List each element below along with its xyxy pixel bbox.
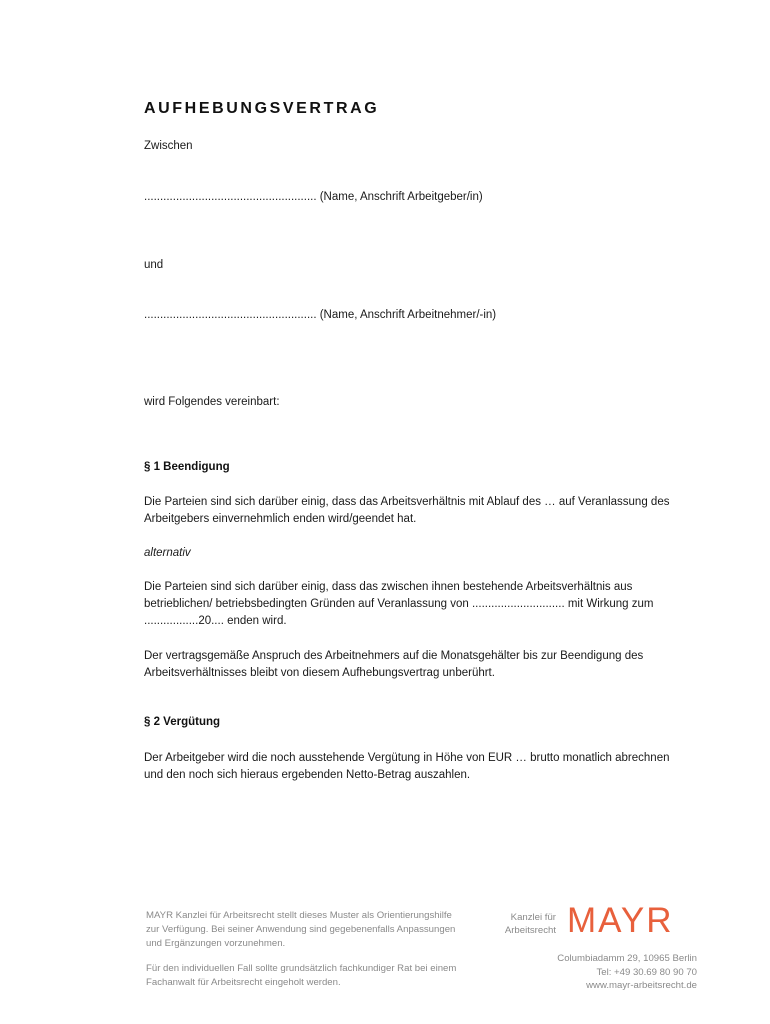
section-1-paragraph-3: Der vertragsgemäße Anspruch des Arbeitnehmers auf die Monatsgehälter bis zur Beendigung des Arbeitsverhältnisses bleibt von diesem Aufhebungsvertrag unberührt. <box>144 650 644 679</box>
party-employee-line: ...................................................... (Name, Anschrift Arbeitnehmer/-in) <box>144 309 497 321</box>
section-2-paragraph-1: Der Arbeitgeber wird die noch ausstehende Vergütung in Höhe von EUR … brutto monatlich abrechnen und den noch sich hieraus ergebenden Netto-Betrag auszahlen. <box>144 752 670 781</box>
und-label: und <box>144 259 164 271</box>
address-street: Columbiadamm 29, 10965 Berlin <box>557 953 697 964</box>
party-employer-line: ...................................................... (Name, Anschrift Arbeitgeber/in) <box>144 191 483 203</box>
footer-disclaimer-2: Für den individuellen Fall sollte grundsätzlich fachkundiger Rat bei einem Fachanwalt für Arbeitsrecht eingeholt werden. <box>146 963 457 988</box>
section-2-heading: § 2 Vergütung <box>144 716 221 728</box>
zwischen-label: Zwischen <box>144 140 193 152</box>
section-1-paragraph-1: Die Parteien sind sich darüber einig, dass das Arbeitsverhältnis mit Ablauf des … auf Veranlassung des Arbeitgebers einvernehmlich enden wird/geendet hat. <box>144 496 670 525</box>
address-website: www.mayr-arbeitsrecht.de <box>586 980 697 991</box>
section-1-heading: § 1 Beendigung <box>144 461 230 473</box>
intro-text: wird Folgendes vereinbart: <box>144 396 280 408</box>
kanzlei-line-1: Kanzlei für <box>510 912 556 923</box>
document-title: AUFHEBUNGSVERTRAG <box>144 100 380 117</box>
kanzlei-label <box>500 911 556 937</box>
kanzlei-line-2: Arbeitsrecht <box>504 925 556 936</box>
alternativ-label: alternativ <box>144 547 191 559</box>
footer-disclaimer-1: MAYR Kanzlei für Arbeitsrecht stellt dieses Muster als Orientierungshilfe zur Verfügung. Bei seiner Anwendung sind gegebenenfalls Anpassungen und Ergänzungen vorzunehmen. <box>146 910 456 949</box>
footer-address <box>557 952 697 993</box>
address-phone: Tel: +49 30.69 80 90 70 <box>596 966 697 978</box>
mayr-logo: MAYR <box>567 901 674 940</box>
section-1-paragraph-2: Die Parteien sind sich darüber einig, dass das zwischen ihnen bestehende Arbeitsverhältnis aus betrieblichen/ betriebsbedingten Gründen auf Veranlassung von ............................. mit Wirkung zum .................20.... enden wird. <box>144 581 654 627</box>
